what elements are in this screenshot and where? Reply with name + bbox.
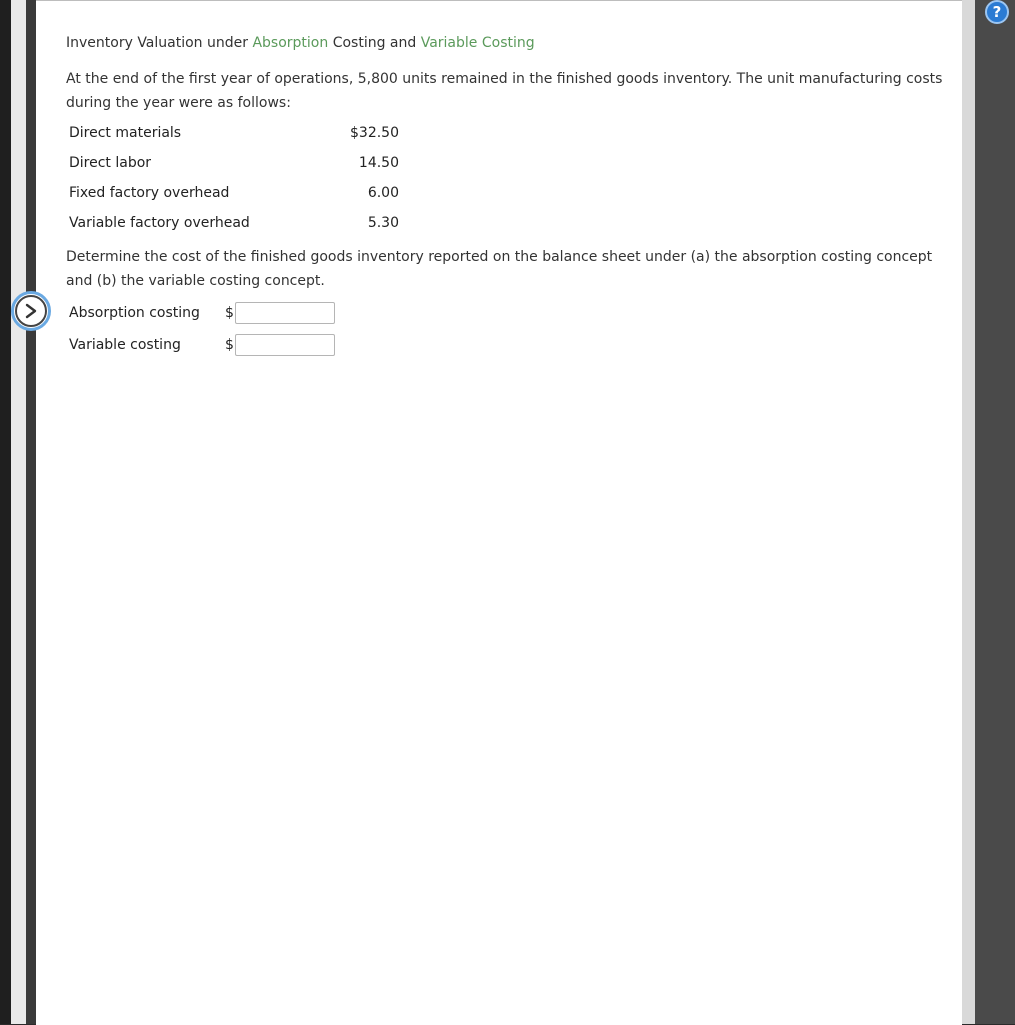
help-icon-glyph: ? (992, 3, 1002, 21)
chevron-right-icon (15, 295, 47, 327)
intro-paragraph: At the end of the first year of operations, 5,800 units remained in the finished goods inventory. The unit manufacturing costs during the year were as follows: (66, 71, 943, 111)
cost-value: 5.30 (367, 215, 399, 231)
help-icon[interactable] (985, 0, 1009, 24)
question-title (66, 35, 535, 51)
variable-costing-link[interactable]: Variable Costing (420, 35, 535, 51)
cost-row-direct-labor (69, 155, 399, 177)
absorption-costing-label: Absorption costing (69, 305, 200, 321)
title-text-2: Costing and (328, 35, 421, 51)
currency-symbol: $ (225, 337, 234, 353)
left-gutter (11, 0, 26, 1024)
right-scrollbar-track[interactable] (962, 0, 975, 1024)
right-frame-edge (975, 0, 1015, 1024)
cost-label: Fixed factory overhead (69, 185, 230, 201)
absorption-costing-input[interactable] (235, 302, 335, 324)
title-text-1: Inventory Valuation under (66, 35, 253, 51)
question-panel (36, 0, 962, 1025)
left-sidebar-bar (26, 0, 36, 1024)
cost-label: Direct labor (69, 155, 152, 171)
currency-symbol: $ (225, 305, 234, 321)
cost-value: 6.00 (367, 185, 399, 201)
cost-value: 14.50 (358, 155, 399, 171)
cost-row-variable-overhead (69, 215, 399, 237)
cost-row-fixed-overhead (69, 185, 399, 207)
chevron-right-glyph (24, 303, 38, 319)
question-paragraph: Determine the cost of the finished goods inventory reported on the balance sheet under (a) the absorption costing concept and (b) the variable costing concept. (66, 249, 933, 289)
variable-costing-input[interactable] (235, 334, 335, 356)
left-frame-edge (0, 0, 11, 1024)
cost-value: $32.50 (350, 125, 399, 141)
cost-row-direct-materials (69, 125, 399, 147)
next-step-button[interactable] (11, 291, 51, 331)
absorption-link[interactable]: Absorption (252, 35, 329, 51)
variable-costing-label: Variable costing (69, 337, 181, 353)
cost-label: Direct materials (69, 125, 182, 141)
cost-label: Variable factory overhead (69, 215, 250, 231)
